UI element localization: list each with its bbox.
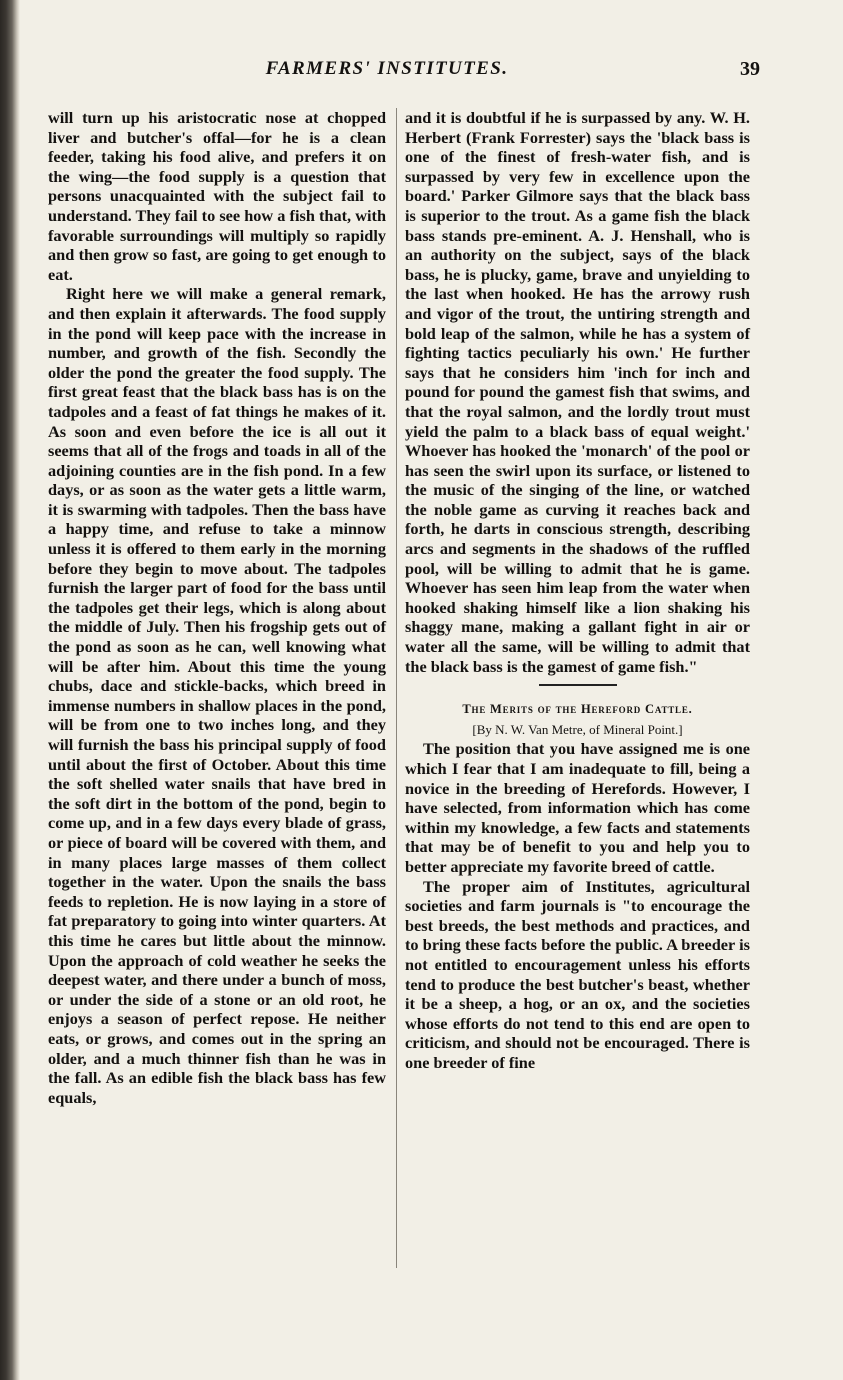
section-rule [539, 684, 617, 686]
right-column [405, 108, 750, 1073]
article-byline: [By N. W. Van Metre, of Mineral Point.] [472, 721, 683, 737]
left-paragraph-2: Right here we will make a general remark, and then explain it afterwards. The food supply in the pond will keep pace with the increase in number, and growth of the fish. Secondly the older the pond the greater the food supply. The first great feast that the black bass has is on the tadpoles and a feast of fat things he makes of it. As soon and even before the ice is all out it seems that all of the frogs and toads in all of the adjoining counties are in the fish pond. In a few days, or as soon as the water gets a little warm, it is swarming with tadpoles. Then the bass have a happy time, and refuse to take a minnow unless it is offered to them early in the morning before they begin to move about. The tadpoles furnish the larger part of food for the bass until the tadpoles get their legs, which is along about the middle of July. Then his frogship gets out of the pond as soon as he can, well knowing what will be after him. About this time the young chubs, dace and stickle-backs, which breed in immense numbers in shallow places in the pond, will be from one to two inches long, and they will furnish the bass his principal supply of food until about the first of October. About this time the soft shelled water snails that have bred in the soft dirt in the bottom of the pond, begin to come up, and in a few days every blade of grass, or piece of board will be covered with them, and in many places large masses of them collect together in the water. Upon the snails the bass feeds to repletion. He is now laying in a store of fat preparatory to going into winter quarters. At this time he cares but little about the minnow. Upon the approach of cold weather he seeks the deepest water, and there under a bunch of moss, or under the side of a stone or an old root, he enjoys a season of perfect repose. He neither eats, or grows, and comes out in the spring an older, and a much thinner fish than he was in the fall. As an edible fish the black bass has few equals, [48, 284, 386, 1107]
column-divider [396, 108, 397, 1268]
left-column [48, 108, 386, 1107]
right-paragraph-2: The position that you have assigned me is one which I fear that I am inadequate to fill, being a novice in the breeding of Herefords. However, I have selected, from information which has come within my knowledge, a few facts and statements that may be of benefit to you and help you to better appreciate my favorite breed of cattle. [405, 739, 750, 876]
right-paragraph-1: and it is doubtful if he is surpassed by any. W. H. Herbert (Frank Forrester) says the 'black bass is one of the finest of fresh-water fish, and is surpassed by very few in excellence upon the board.' Parker Gilmore says that the black bass is superior to the trout. As a game fish the black bass stands pre-eminent. A. J. Henshall, who is an authority on the subject, says of the black bass, he is plucky, game, brave and unyielding to the last when hooked. He has the arrowy rush and vigor of the trout, the untiring strength and bold leap of the salmon, while he has a system of fighting tactics peculiarly his own.' He further says that he considers him 'inch for inch and pound for pound the gamest fish that swims, and that the royal salmon, and the lordly trout must yield the palm to a black bass of equal weight.' Whoever has hooked the 'monarch' of the pool or has seen the swirl upon its surface, or listened to the music of the singing of the line, or watched the noble game as curving it reaches back and forth, he darts in conscious strength, describing arcs and segments in the shadows of the ruffled pool, will be willing to admit that he is game. Whoever has seen him leap from the water when hooked shaking himself like a lion shaking his shaggy mane, making a gallant fight in air or water all the same, will be willing to admit that the black bass is the gamest of game fish." [405, 108, 750, 676]
running-title: FARMERS' INSTITUTES. [265, 58, 509, 79]
page-header [0, 58, 843, 84]
right-paragraph-3: The proper aim of Institutes, agricultural societies and farm journals is "to encourage the best breeds, the best methods and practices, and to bring these facts before the public. A breeder is not entitled to encouragement unless his efforts tend to produce the best butcher's beast, whether it be a sheep, a hog, or an ox, and the societies whose efforts do not tend to this end are open to criticism, and should not be encouraged. There is one breeder of fine [405, 876, 750, 1072]
book-spine-shadow [0, 0, 20, 1380]
article-title: The Merits of the Hereford Cattle. [462, 702, 693, 717]
left-paragraph-1: will turn up his aristocratic nose at chopped liver and butcher's offal—for he is a clean feeder, taking his food alive, and prefers it on the wing—the food supply is a question that persons unacquainted with the subject fail to understand. They fail to see how a fish that, with favorable surroundings will multiply so rapidly and then grow so fast, are going to get enough to eat. [48, 108, 386, 284]
page-number: 39 [740, 58, 760, 80]
